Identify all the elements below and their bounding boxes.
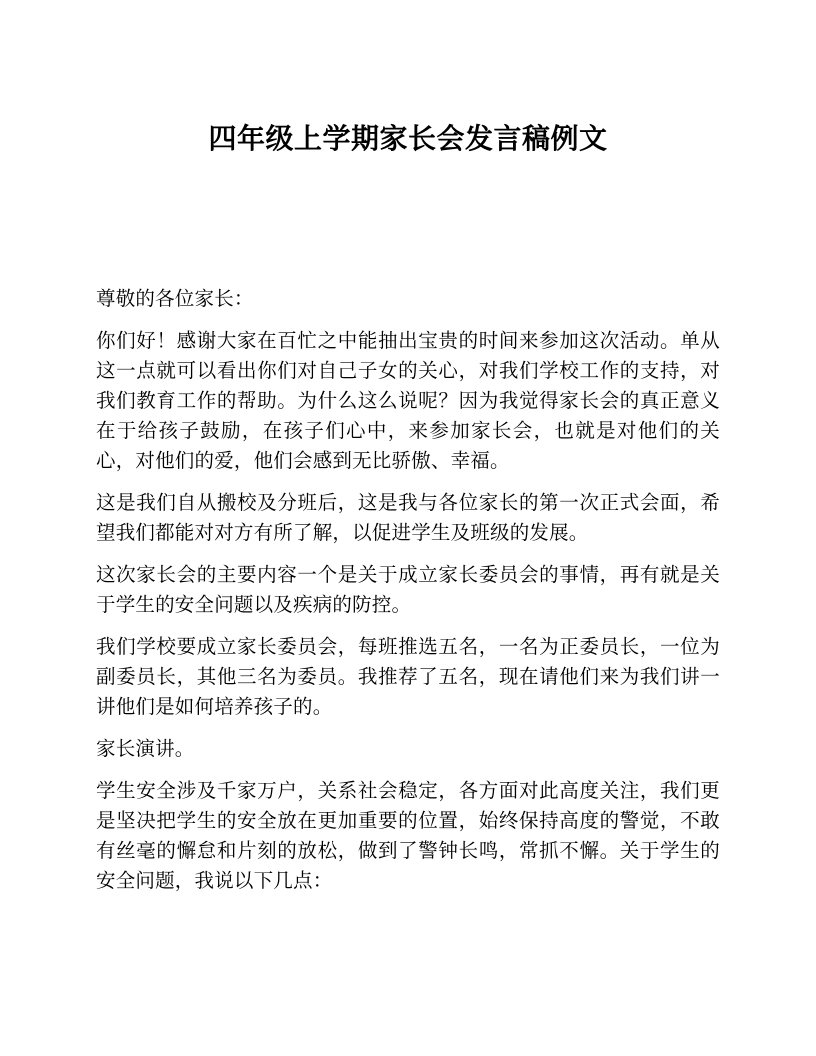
paragraph-safety: 学生安全涉及千家万户，关系社会稳定，各方面对此高度关注，我们更是坚决把学生的安全放在更加重要的位置，始终保持高度的警觉，不敢有丝毫的懈怠和片刻的放松，做到了警钟长鸣，常抓不懈。关于学生的安全问题，我说以下几点： <box>96 779 720 892</box>
paragraph-committee: 我们学校要成立家长委员会，每班推选五名，一名为正委员长，一位为副委员长，其他三名为委员。我推荐了五名，现在请他们来为我们讲一讲他们是如何培养孩子的。 <box>96 635 720 718</box>
paragraph-parent-speech: 家长演讲。 <box>96 737 195 760</box>
paragraph-greeting: 你们好！感谢大家在百忙之中能抽出宝贵的时间来参加这次活动。单从这一点就可以看出你们对自己子女的关心，对我们学校工作的支持，对我们教育工作的帮助。为什么这么说呢？因为我觉得家长会的真正意义在于给孩子鼓励，在孩子们心中，来参加家长会，也就是对他们的关心，对他们的爱，他们会感到无比骄傲、幸福。 <box>96 329 720 472</box>
salutation: 尊敬的各位家长： <box>96 287 254 310</box>
paragraph-first-meeting: 这是我们自从搬校及分班后，这是我与各位家长的第一次正式会面，希望我们都能对对方有所了解，以促进学生及班级的发展。 <box>96 491 720 544</box>
paragraph-agenda: 这次家长会的主要内容一个是关于成立家长委员会的事情，再有就是关于学生的安全问题以及疾病的防控。 <box>96 563 720 616</box>
page-title: 四年级上学期家长会发言稿例文 <box>208 122 608 155</box>
document-body <box>96 284 720 908</box>
